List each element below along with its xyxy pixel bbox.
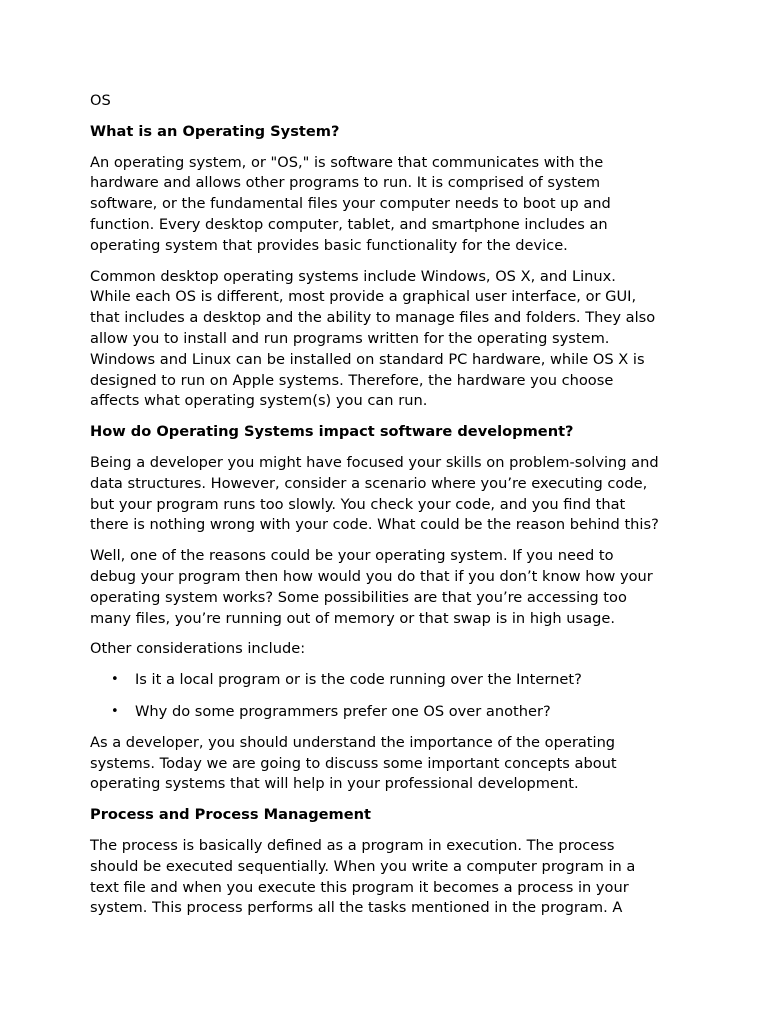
paragraph-developer-scenario: Being a developer you might have focused your skills on problem-solving and data structures. However, consider a scenario where you’re executing code, but your program runs too slowly. You check your code, and you find that there is nothing wrong with your code. What could be the reason behind this? bbox=[90, 453, 659, 534]
bullet-icon: • bbox=[111, 703, 119, 719]
paragraph-os-definition: An operating system, or "OS," is software that communicates with the hardware and allows other programs to run. It is comprised of system software, or the fundamental files your computer needs to boot up and function. Every desktop computer, tablet, and smartphone includes an operating system that provides basic functionality for the device. bbox=[90, 153, 611, 254]
list-item bbox=[90, 670, 690, 691]
paragraph-os-reasons: Well, one of the reasons could be your operating system. If you need to debug your program then how would you do that if you don’t know how your operating system works? Some possibilities are that you’re accessing too many files, you’re running out of memory or that swap is in high usage. bbox=[90, 547, 653, 627]
paragraph-process-definition: The process is basically defined as a program in execution. The process should be executed sequentially. When you write a computer program in a text file and when you execute this program it becomes a process in your system. This process performs all the tasks mentioned in the program. A bbox=[90, 836, 636, 917]
document-title: OS bbox=[90, 92, 111, 109]
list-item bbox=[90, 702, 690, 723]
paragraph-developer-importance: As a developer, you should understand the importance of the operating systems. Today we are going to discuss some important concepts about operating systems that will help in your professional development. bbox=[90, 733, 617, 793]
considerations-list bbox=[90, 670, 690, 723]
paragraph-other-considerations: Other considerations include: bbox=[90, 640, 306, 658]
list-item-text: Why do some programmers prefer one OS over another? bbox=[135, 702, 551, 720]
heading-os-impact: How do Operating Systems impact software development? bbox=[90, 423, 574, 441]
document-page bbox=[90, 91, 690, 929]
heading-process-management: Process and Process Management bbox=[90, 806, 372, 824]
bullet-icon: • bbox=[111, 672, 119, 688]
paragraph-common-os: Common desktop operating systems include Windows, OS X, and Linux. While each OS is different, most provide a graphical user interface, or GUI, that includes a desktop and the ability to manage files and folders. They also allow you to install and run programs written for the operating system. Windows and Linux can be installed on standard PC hardware, while OS X is designed to run on Apple systems. Therefore, the hardware you choose affects what operating system(s) you can run. bbox=[90, 267, 656, 410]
heading-what-is-os: What is an Operating System? bbox=[90, 122, 340, 140]
list-item-text: Is it a local program or is the code running over the Internet? bbox=[135, 671, 582, 689]
